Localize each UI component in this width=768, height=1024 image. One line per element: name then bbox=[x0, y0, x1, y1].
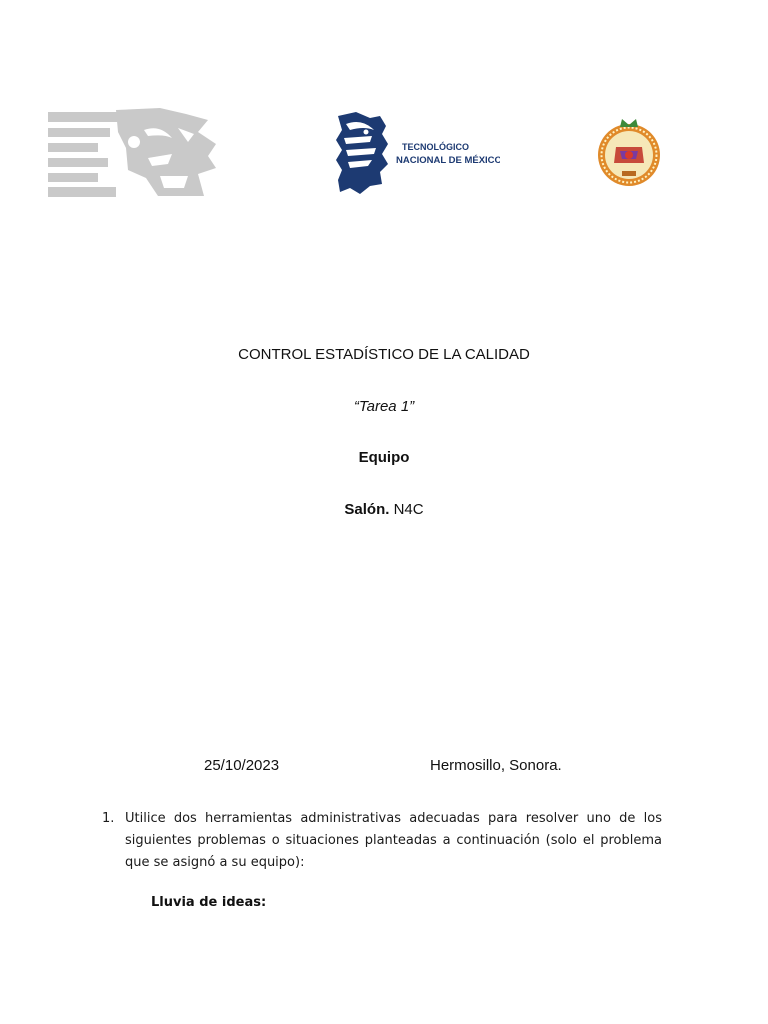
room-label: Salón. bbox=[344, 501, 390, 518]
question-number: 1. bbox=[102, 811, 115, 826]
assignment-subtitle: “Tarea 1” bbox=[353, 398, 415, 415]
team-label: Equipo bbox=[358, 449, 410, 466]
room-value: N4C bbox=[393, 501, 424, 518]
tecnm-gear-eagle-icon bbox=[336, 110, 500, 194]
document-place: Hermosillo, Sonora. bbox=[430, 757, 562, 774]
document-date: 25/10/2023 bbox=[204, 757, 280, 774]
room-line bbox=[0, 501, 768, 518]
question-text: Utilice dos herramientas administrativas adecuadas para resolver uno de los siguientes problemas o situaciones planteadas a continuación (solo el problema que se asignó a su equipo): bbox=[125, 811, 662, 870]
question-item bbox=[102, 808, 662, 874]
tecnm-line1: TECNOLÓGICO bbox=[402, 142, 469, 152]
section-heading-brainstorm: Lluvia de ideas: bbox=[151, 895, 267, 910]
institution-seal bbox=[596, 117, 662, 189]
tecnm-logo bbox=[336, 110, 500, 194]
seal-icon bbox=[596, 117, 662, 189]
stylized-head-icon bbox=[48, 108, 216, 198]
left-institution-logo bbox=[48, 108, 216, 198]
document-title: CONTROL ESTADÍSTICO DE LA CALIDAD bbox=[238, 346, 530, 363]
tecnm-line2: NACIONAL DE MÉXICO bbox=[396, 155, 500, 166]
